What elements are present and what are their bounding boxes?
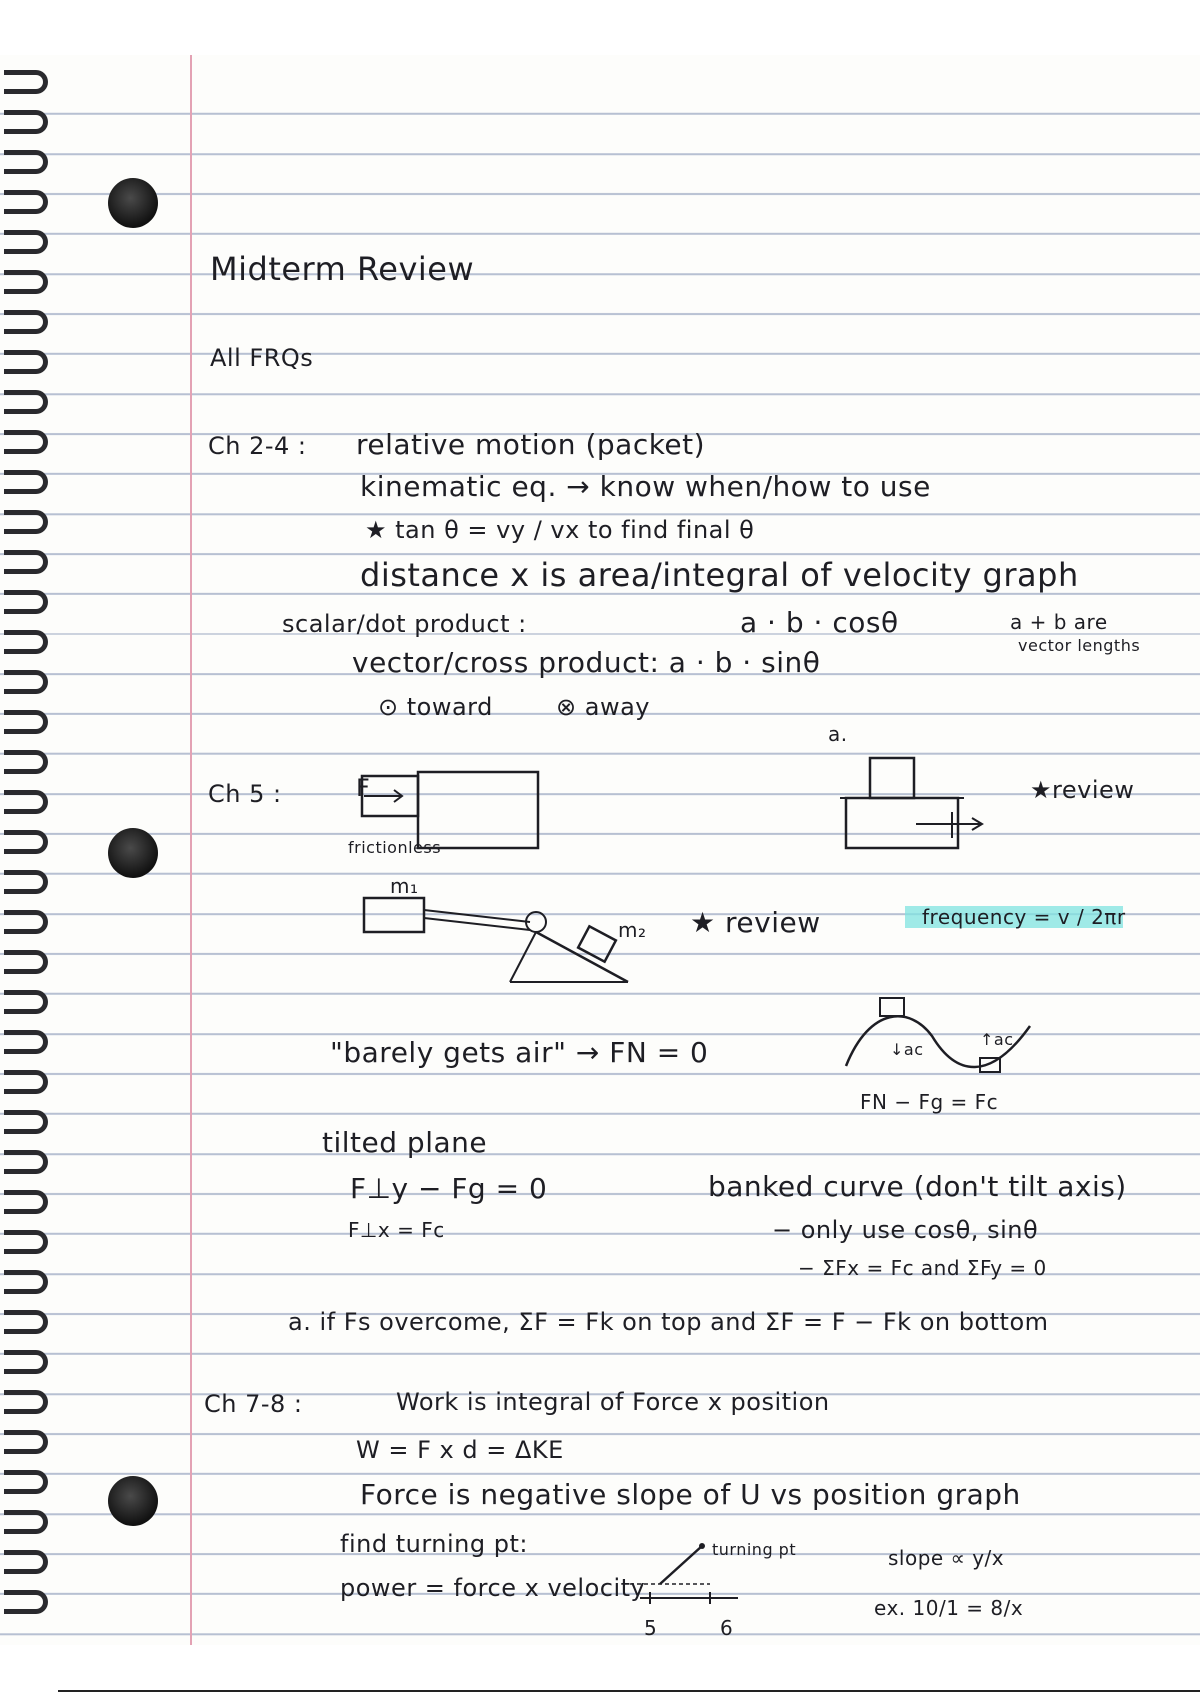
spiral-coil (4, 1550, 48, 1574)
axis-tick-5: 5 (644, 1616, 658, 1640)
spiral-coil (4, 1510, 48, 1534)
acceleration-down-label: ↓ac (890, 1040, 924, 1059)
spiral-coil (4, 230, 48, 254)
stacked-blocks-diagram (840, 752, 990, 862)
spiral-coil (4, 1190, 48, 1214)
note-line: W = F x d = ΔKE (356, 1436, 564, 1464)
spiral-coil (4, 1470, 48, 1494)
acceleration-up-label: ↑ac (980, 1030, 1014, 1049)
note-line: − only use cosθ, sinθ (772, 1216, 1039, 1244)
spiral-coil (4, 270, 48, 294)
note-aside: vector lengths (1018, 636, 1141, 655)
spiral-coil (4, 950, 48, 974)
note-line: relative motion (packet) (356, 428, 706, 461)
spiral-coil (4, 1110, 48, 1134)
spiral-coil (4, 510, 48, 534)
note-line: ★ tan θ = vy / vx to find final θ (365, 516, 755, 544)
margin-line (190, 55, 192, 1645)
spiral-coil (4, 990, 48, 1014)
page-title: Midterm Review (210, 250, 475, 288)
note-line: find turning pt: (340, 1530, 528, 1558)
page-subtitle: All FRQs (210, 344, 314, 372)
note-line: a · b · cosθ (740, 606, 899, 639)
spiral-coil (4, 630, 48, 654)
spiral-coil (4, 110, 48, 134)
spiral-coil (4, 710, 48, 734)
review-star-note: ★ review (690, 906, 821, 939)
spiral-coil (4, 1590, 48, 1614)
spiral-coil (4, 430, 48, 454)
section-label-ch2-4: Ch 2-4 : (208, 432, 307, 460)
note-line: ⊙ toward (378, 693, 493, 721)
mass-label-m2: m₂ (618, 918, 647, 942)
spiral-coil (4, 350, 48, 374)
spiral-coil (4, 670, 48, 694)
note-line: Force is negative slope of U vs position graph (360, 1478, 1021, 1511)
note-line: slope ∝ y/x (888, 1546, 1005, 1570)
spiral-coil (4, 550, 48, 574)
note-line: ⊗ away (556, 693, 650, 721)
note-line: banked curve (don't tilt axis) (708, 1170, 1127, 1203)
spiral-coil (4, 910, 48, 934)
spiral-coil (4, 830, 48, 854)
note-line: vector/cross product: a · b · sinθ (352, 646, 821, 679)
turning-point-label: turning pt (712, 1540, 797, 1559)
spiral-coil (4, 870, 48, 894)
note-line: FN − Fg = Fc (860, 1090, 999, 1114)
punch-hole (108, 1476, 158, 1526)
spiral-coil (4, 310, 48, 334)
spiral-coil (4, 750, 48, 774)
spiral-coil (4, 470, 48, 494)
spiral-coil (4, 1310, 48, 1334)
spiral-coil (4, 1150, 48, 1174)
spiral-coil (4, 590, 48, 614)
bottom-rule (58, 1690, 1200, 1692)
spiral-coil (4, 1230, 48, 1254)
note-line: "barely gets air" → FN = 0 (330, 1036, 709, 1069)
spiral-coil (4, 190, 48, 214)
note-line: power = force x velocity (340, 1574, 646, 1602)
note-line: Work is integral of Force x position (396, 1388, 830, 1416)
section-label-ch7-8: Ch 7-8 : (204, 1390, 303, 1418)
punch-hole (108, 178, 158, 228)
note-line: − ΣFx = Fc and ΣFy = 0 (798, 1256, 1047, 1280)
note-line: a. if Fs overcome, ΣF = Fk on top and ΣF = F − Fk on bottom (288, 1308, 1049, 1336)
spiral-coil (4, 150, 48, 174)
spiral-coil (4, 1430, 48, 1454)
mass-label-m1: m₁ (390, 874, 419, 898)
force-label: F (356, 774, 371, 802)
spiral-coil (4, 1270, 48, 1294)
diagram-label: a. (828, 722, 848, 746)
spiral-coil (4, 1030, 48, 1054)
spiral-coil (4, 390, 48, 414)
note-line: ex. 10/1 = 8/x (874, 1596, 1024, 1620)
spiral-coil (4, 790, 48, 814)
note-line: scalar/dot product : (282, 610, 527, 638)
frictionless-label: frictionless (348, 838, 442, 857)
section-label-ch5: Ch 5 : (208, 780, 282, 808)
note-line: distance x is area/integral of velocity graph (360, 556, 1079, 594)
note-line: F⊥x = Fc (348, 1218, 445, 1242)
axis-tick-6: 6 (720, 1616, 734, 1640)
spiral-coil (4, 1070, 48, 1094)
note-line: kinematic eq. → know when/how to use (360, 470, 931, 503)
review-star-note: ★review (1030, 776, 1135, 804)
note-line: tilted plane (322, 1126, 488, 1159)
spiral-coil (4, 1390, 48, 1414)
punch-hole (108, 828, 158, 878)
spiral-coil (4, 70, 48, 94)
note-line: F⊥y − Fg = 0 (350, 1172, 548, 1205)
note-aside: a + b are (1010, 610, 1108, 634)
frequency-formula: frequency = v / 2πr (922, 905, 1126, 929)
spiral-coil (4, 1350, 48, 1374)
